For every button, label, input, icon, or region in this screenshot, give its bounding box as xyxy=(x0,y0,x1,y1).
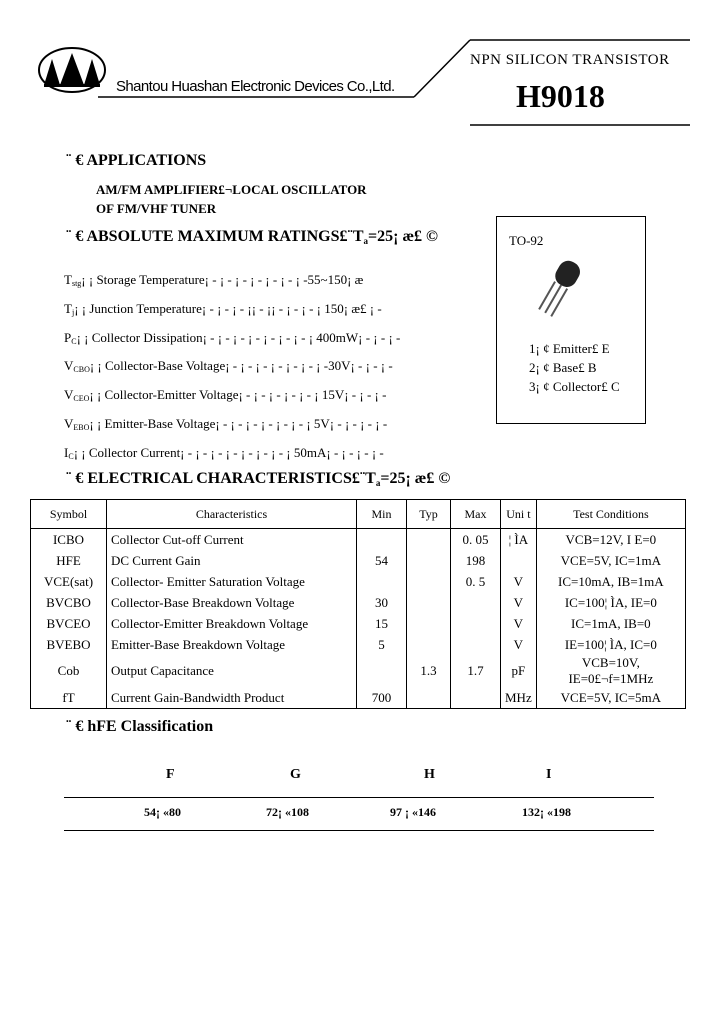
table-row xyxy=(31,550,686,571)
cell-symbol: VCE(sat) xyxy=(31,571,107,592)
pin-2: 2¡ ¢ Base£ B xyxy=(529,360,597,375)
cell-condition: VCE=5V, IC=5mA xyxy=(536,687,685,709)
rating-symbol-sub: C xyxy=(68,452,74,461)
rating-row xyxy=(64,416,387,432)
to92-package-icon xyxy=(537,257,597,327)
max-ratings-heading xyxy=(66,228,438,246)
rating-symbol: V xyxy=(64,358,74,373)
electrical-characteristics-table xyxy=(30,499,686,709)
applications-line: OF FM/VHF TUNER xyxy=(96,201,217,216)
rank-range: 97 ¡ «146 xyxy=(390,805,436,819)
electrical-heading-sub: a xyxy=(375,478,381,488)
cell-max xyxy=(451,613,501,634)
rating-symbol-sub: CEO xyxy=(73,394,90,403)
table-row xyxy=(31,634,686,655)
pin-3: 3¡ ¢ Collector£ C xyxy=(529,379,620,394)
rating-symbol: V xyxy=(64,416,74,431)
rating-row xyxy=(64,330,400,346)
cell-symbol: BVCEO xyxy=(31,613,107,634)
rating-symbol-sub: CBO xyxy=(73,365,90,374)
cell-symbol: BVEBO xyxy=(31,634,107,655)
cell-typ xyxy=(407,634,451,655)
cell-condition: VCB=10V, IE=0£¬f=1MHz xyxy=(536,655,685,687)
rank-label: G xyxy=(290,767,301,782)
cell-typ xyxy=(407,529,451,551)
cell-symbol: HFE xyxy=(31,550,107,571)
cell-min xyxy=(357,571,407,592)
col-unit: Uni t xyxy=(501,500,537,529)
applications-heading: ¨ € APPLICATIONS xyxy=(66,152,207,169)
cell-min: 30 xyxy=(357,592,407,613)
max-ratings-heading-text: ¨ € ABSOLUTE MAXIMUM RATINGS£¨T xyxy=(66,228,364,245)
pin-1: 1¡ ¢ Emitter£ E xyxy=(529,341,610,356)
rating-text: ¡ ¡ Storage Temperature¡ - ¡ - ¡ - ¡ - ¡ - ¡ - ¡ -55~150¡ æ xyxy=(81,272,364,287)
cell-unit: pF xyxy=(501,655,537,687)
rating-row xyxy=(64,272,363,288)
max-ratings-heading-sub: a xyxy=(363,236,368,246)
cell-min xyxy=(357,529,407,551)
package-box xyxy=(496,216,646,424)
rank-label: F xyxy=(166,767,175,782)
table-header-row xyxy=(31,500,686,529)
rating-symbol-sub: C xyxy=(71,337,77,346)
cell-min xyxy=(357,655,407,687)
cell-characteristic: DC Current Gain xyxy=(107,550,357,571)
cell-characteristic: Collector Cut-off Current xyxy=(107,529,357,551)
rating-symbol: I xyxy=(64,445,69,460)
rank-label: H xyxy=(424,767,435,782)
classification-bottom-rule xyxy=(64,830,654,831)
electrical-heading-text: ¨ € ELECTRICAL CHARACTERISTICS£¨T xyxy=(66,470,376,487)
table-row xyxy=(31,687,686,709)
cell-min: 15 xyxy=(357,613,407,634)
cell-max: 1.7 xyxy=(451,655,501,687)
rating-text: ¡ ¡ Collector Dissipation¡ - ¡ - ¡ - ¡ - ¡ - ¡ - ¡ - ¡ 400mW¡ - ¡ - ¡ - xyxy=(76,330,401,345)
rating-symbol-sub: stg xyxy=(71,279,82,288)
cell-characteristic: Output Capacitance xyxy=(107,655,357,687)
cell-condition: IE=100¦ ÌA, IC=0 xyxy=(536,634,685,655)
rating-symbol: V xyxy=(64,387,74,402)
rating-text: ¡ ¡ Collector Current¡ - ¡ - ¡ - ¡ - ¡ - ¡ - ¡ - ¡ 50mA¡ - ¡ - ¡ - ¡ - xyxy=(73,445,384,460)
rating-text: ¡ ¡ Collector-Emitter Voltage¡ - ¡ - ¡ - ¡ - ¡ - ¡ 15V¡ - ¡ - ¡ - xyxy=(89,387,387,402)
cell-max: 198 xyxy=(451,550,501,571)
max-ratings-heading-tail: =25¡ æ£ © xyxy=(368,228,438,245)
rating-text: ¡ ¡ Junction Temperature¡ - ¡ - ¡ - ¡¡ - ¡¡ - ¡ - ¡ - ¡ 150¡ æ£ ¡ - xyxy=(74,301,382,316)
rating-symbol: T xyxy=(64,272,72,287)
rating-row xyxy=(64,301,382,317)
cell-condition: IC=10mA, IB=1mA xyxy=(536,571,685,592)
col-min: Min xyxy=(357,500,407,529)
col-characteristics: Characteristics xyxy=(107,500,357,529)
cell-characteristic: Collector- Emitter Saturation Voltage xyxy=(107,571,357,592)
cell-condition: VCB=12V, I E=0 xyxy=(536,529,685,551)
cell-characteristic: Current Gain-Bandwidth Product xyxy=(107,687,357,709)
table-row xyxy=(31,529,686,551)
header-rule xyxy=(0,0,720,140)
cell-condition: IC=100¦ ÌA, IE=0 xyxy=(536,592,685,613)
rating-symbol-sub: EBO xyxy=(73,423,90,432)
package-name: TO-92 xyxy=(509,233,544,248)
electrical-heading xyxy=(66,470,450,488)
cell-symbol: ICBO xyxy=(31,529,107,551)
classification-heading: ¨ € hFE Classification xyxy=(66,718,214,735)
cell-unit: ¦ ÌA xyxy=(501,529,537,551)
cell-typ xyxy=(407,613,451,634)
table-row xyxy=(31,655,686,687)
cell-max: 0. 05 xyxy=(451,529,501,551)
cell-characteristic: Collector-Emitter Breakdown Voltage xyxy=(107,613,357,634)
rating-row xyxy=(64,387,386,403)
cell-symbol: fT xyxy=(31,687,107,709)
cell-unit: V xyxy=(501,592,537,613)
col-typ: Typ xyxy=(407,500,451,529)
applications-list xyxy=(96,180,367,218)
cell-typ xyxy=(407,687,451,709)
cell-symbol: BVCBO xyxy=(31,592,107,613)
cell-max: 0. 5 xyxy=(451,571,501,592)
cell-typ xyxy=(407,550,451,571)
product-type: NPN SILICON TRANSISTOR xyxy=(470,52,670,68)
rank-range: 54¡ «80 xyxy=(144,805,181,819)
table-row xyxy=(31,571,686,592)
rating-row xyxy=(64,445,384,461)
cell-max xyxy=(451,634,501,655)
rating-text: ¡ ¡ Emitter-Base Voltage¡ - ¡ - ¡ - ¡ - ¡ - ¡ - ¡ 5V¡ - ¡ - ¡ - ¡ - xyxy=(89,416,388,431)
rank-label: I xyxy=(546,767,552,782)
rating-text: ¡ ¡ Collector-Base Voltage¡ - ¡ - ¡ - ¡ - ¡ - ¡ - ¡ -30V¡ - ¡ - ¡ - xyxy=(89,358,393,373)
company-name: Shantou Huashan Electronic Devices Co.,Ltd. xyxy=(116,78,395,95)
rank-range: 132¡ «198 xyxy=(522,805,571,819)
cell-unit: V xyxy=(501,613,537,634)
cell-condition: VCE=5V, IC=1mA xyxy=(536,550,685,571)
part-number: H9018 xyxy=(516,78,605,114)
cell-max xyxy=(451,687,501,709)
col-max: Max xyxy=(451,500,501,529)
applications-line: AM/FM AMPLIFIER£¬LOCAL OSCILLATOR xyxy=(96,182,367,197)
col-test-conditions: Test Conditions xyxy=(536,500,685,529)
cell-typ: 1.3 xyxy=(407,655,451,687)
rating-symbol-sub: j xyxy=(71,308,75,317)
cell-typ xyxy=(407,592,451,613)
cell-condition: IC=1mA, IB=0 xyxy=(536,613,685,634)
cell-min: 5 xyxy=(357,634,407,655)
rating-symbol: T xyxy=(64,301,72,316)
rank-range: 72¡ «108 xyxy=(266,805,309,819)
cell-unit: V xyxy=(501,571,537,592)
cell-min: 54 xyxy=(357,550,407,571)
cell-unit: V xyxy=(501,634,537,655)
cell-characteristic: Collector-Base Breakdown Voltage xyxy=(107,592,357,613)
table-row xyxy=(31,613,686,634)
cell-unit xyxy=(501,550,537,571)
cell-min: 700 xyxy=(357,687,407,709)
rating-symbol: P xyxy=(64,330,72,345)
col-symbol: Symbol xyxy=(31,500,107,529)
classification-divider xyxy=(64,797,654,798)
rating-row xyxy=(64,358,393,374)
table-row xyxy=(31,592,686,613)
cell-characteristic: Emitter-Base Breakdown Voltage xyxy=(107,634,357,655)
cell-symbol: Cob xyxy=(31,655,107,687)
cell-typ xyxy=(407,571,451,592)
electrical-heading-tail: =25¡ æ£ © xyxy=(380,470,451,487)
cell-unit: MHz xyxy=(501,687,537,709)
cell-max xyxy=(451,592,501,613)
